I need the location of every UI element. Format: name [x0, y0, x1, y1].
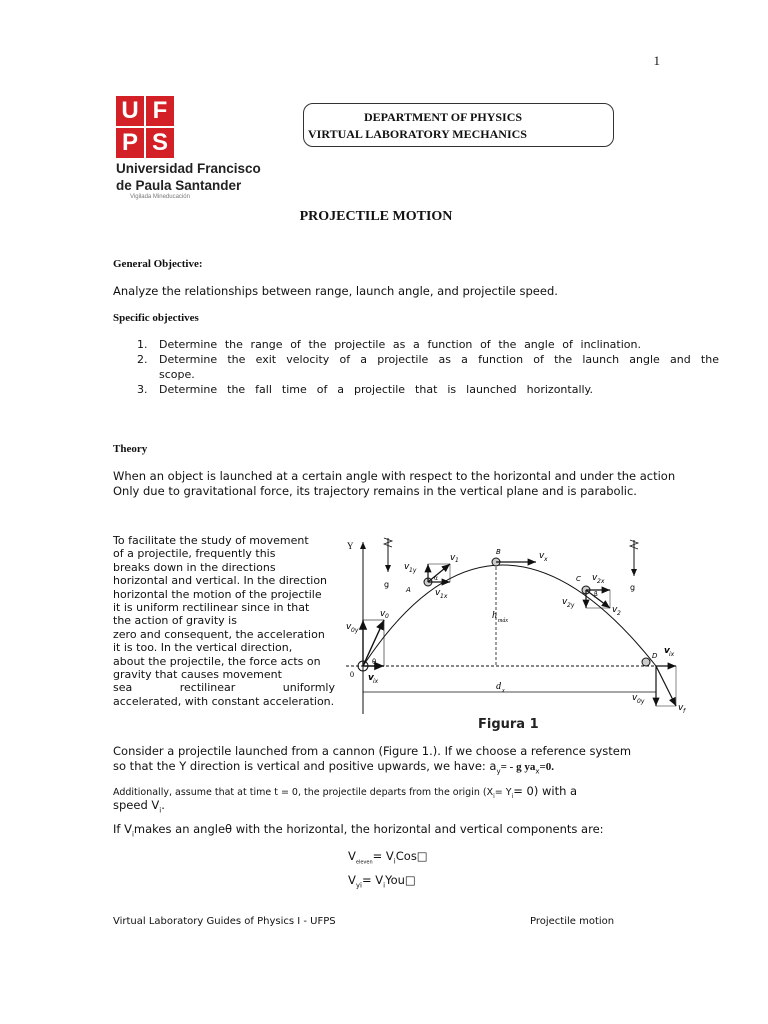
point-b-label: B [496, 548, 501, 556]
speed-text: speed V [113, 798, 160, 812]
v2-sub: 2 [617, 610, 621, 617]
logo-letter-p: P [116, 128, 144, 158]
specific-objectives-heading: Specific objectives [113, 312, 199, 324]
objective-item [137, 352, 719, 367]
eq2-rest: = V [361, 873, 384, 887]
eq1-sub: eleven [355, 859, 373, 866]
vix-d-label: v [664, 646, 670, 656]
side-line: horizontal and vertical. In the direction [113, 574, 328, 588]
objective-text: Determine the fall time of a projectile that is launched horizontally. [159, 383, 593, 396]
trajectory-curve [363, 565, 656, 666]
v2x-sub: 2x [597, 578, 605, 585]
equation-vy [348, 873, 416, 893]
logo-letter-f: F [146, 96, 174, 126]
consider-eq-end: =0. [539, 761, 555, 773]
consider-line2-text: so that the Y direction is vertical and positive upwards, we have: a [113, 759, 497, 773]
v0y-label: v [346, 622, 352, 632]
objective-text: Determine the exit velocity of a projectile as a function of the launch angle and the [159, 353, 719, 366]
side-line: gravity that causes movement [113, 668, 282, 682]
vf-vector [656, 666, 676, 706]
eq1-rest: = V [372, 849, 394, 863]
side-line: zero and consequent, the acceleration [113, 627, 325, 641]
additionally-sub-yi: i [511, 792, 514, 800]
footer-right: Projectile motion [530, 916, 615, 927]
footer-left: Virtual Laboratory Guides of Physics I - UFPS [113, 916, 336, 927]
origin-label: 0 [350, 670, 354, 679]
eq1-v: V [348, 849, 356, 863]
objective-continuation: scope. [159, 368, 195, 381]
hmax-sub: máx [498, 618, 508, 624]
range-label: d [496, 681, 501, 692]
v2y-label: v [562, 597, 568, 607]
additionally-end: = 0) with a [513, 784, 578, 798]
theory-heading: Theory [113, 443, 148, 455]
components-line [113, 822, 604, 842]
point-a-label: A [406, 586, 411, 594]
v1-label: v [450, 553, 456, 563]
alpha-label: α [434, 575, 438, 582]
department-header-box [303, 103, 614, 147]
specific-objectives-list [137, 337, 719, 397]
objective-text: Determine the range of the projectile as a function of the angle of inclination. [159, 338, 641, 351]
general-objective-heading: General Objective: [113, 258, 203, 270]
consider-line1: Consider a projectile launched from a cannon (Figure 1.). If we choose a reference system [113, 744, 632, 758]
v1y-label: v [404, 562, 410, 572]
projectile-trajectory-figure [336, 534, 700, 738]
gravity-squiggle-right [630, 540, 638, 549]
y-axis-label: Y [347, 541, 354, 551]
objective-number: 2. [137, 353, 148, 366]
vx-sub: x [544, 556, 548, 563]
objective-item [137, 382, 719, 397]
hmax-label: h [492, 610, 497, 621]
eq2-sub2: i [383, 881, 386, 890]
vix-label: v [368, 673, 374, 683]
objective-number: 3. [137, 383, 148, 396]
consider-sub-y: y [496, 767, 501, 776]
v2-label: v [612, 605, 618, 615]
side-line: the action of gravity is [113, 614, 237, 628]
theta-label: θ [372, 658, 377, 666]
side-line: about the projectile, the force acts on [113, 654, 321, 668]
theory-intro-line1: When an object is launched at a certain angle with respect to the horizontal and under the action [113, 469, 676, 483]
v2y-sub: 2y [567, 602, 575, 609]
beta-label: β [594, 591, 598, 598]
gravity-label-right: g [630, 583, 636, 592]
v1-sub: 1 [455, 557, 459, 564]
vfy-label: v [632, 693, 638, 703]
department-name: DEPARTMENT OF PHYSICS [364, 110, 523, 124]
objective-number: 1. [137, 338, 148, 351]
side-line: breaks down in the directions [113, 560, 276, 574]
eq1-end: Cos□ [395, 849, 428, 863]
ufps-letters-row2 [116, 128, 266, 158]
side-line: sea rectilinear uniformly [113, 681, 335, 695]
v1x-sub: 1x [440, 593, 448, 600]
general-objective-text: Analyze the relationships between range, launch angle, and projectile speed. [113, 284, 558, 298]
gravity-squiggle-left [384, 538, 392, 547]
point-d-label: D [652, 652, 658, 660]
point-c-label: C [576, 575, 581, 583]
vf-sub: f [683, 708, 686, 715]
equation-vx [348, 849, 428, 870]
components-rest: makes an angleθ with the horizontal, the horizontal and vertical components are: [133, 822, 604, 836]
v0-label: v [380, 609, 386, 619]
speed-sub: i [159, 806, 162, 815]
logo-letter-s: S [146, 128, 174, 158]
additionally-mid: = Y [494, 787, 512, 798]
additionally-text: Additionally, assume that at time t = 0, the projectile departs from the origin (X [113, 787, 494, 798]
vix-sub: ix [373, 678, 379, 685]
v0-sub: 0 [385, 613, 389, 620]
vx-label: v [539, 551, 545, 561]
consider-line2 [113, 759, 554, 779]
eq2-v: V [348, 873, 356, 887]
v1x-label: v [435, 588, 441, 598]
speed-line [113, 798, 165, 818]
document-title: PROJECTILE MOTION [299, 209, 453, 224]
gravity-label-left: g [384, 580, 390, 589]
side-line: of a projectile, frequently this [113, 547, 276, 561]
v2x-label: v [592, 573, 598, 583]
side-line: accelerated, with constant acceleration. [113, 694, 335, 708]
objective-item [137, 337, 719, 352]
v0y-sub: 0y [351, 627, 359, 634]
vfy-sub: 0y [637, 698, 645, 705]
side-line: it is uniform rectilinear since in that [113, 601, 310, 615]
figure-caption: Figura 1 [478, 717, 539, 732]
page-number: 1 [653, 53, 660, 68]
university-name-line2: de Paula Santander [116, 178, 242, 193]
lab-name: VIRTUAL LABORATORY MECHANICS [308, 127, 527, 141]
side-line: horizontal the motion of the projectile [113, 587, 322, 601]
logo-letter-u: U [116, 96, 144, 126]
consider-sub-x: x [535, 767, 540, 776]
university-tagline: Vigilada Mineducación [130, 194, 190, 200]
vf-label: v [678, 703, 684, 713]
theory-side-paragraph [113, 534, 335, 708]
university-name-line1: Universidad Francisco [116, 161, 261, 176]
eq2-sub: yi [355, 881, 362, 890]
side-line: it is too. In the vertical direction, [113, 641, 293, 655]
eq2-end: You□ [385, 873, 416, 887]
theory-intro-line2: Only due to gravitational force, its trajectory remains in the vertical plane and is parabolic. [113, 484, 637, 498]
components-prefix: If V [113, 822, 132, 836]
vix-d-sub: ix [669, 651, 675, 658]
side-line: To facilitate the study of movement [113, 534, 309, 547]
ufps-letters [116, 96, 266, 126]
additionally-sub-xi: i [493, 792, 495, 800]
components-sub: i [131, 830, 134, 839]
additionally-line [113, 784, 577, 800]
v1-vector [428, 564, 450, 582]
consider-eq-mid: = - g ya [500, 761, 536, 773]
point-d [642, 658, 650, 666]
v1y-sub: 1y [409, 567, 417, 574]
eq1-sub2: i [393, 857, 396, 866]
range-sub: x [502, 688, 505, 694]
speed-end: . [161, 798, 165, 812]
university-logo [116, 96, 266, 200]
